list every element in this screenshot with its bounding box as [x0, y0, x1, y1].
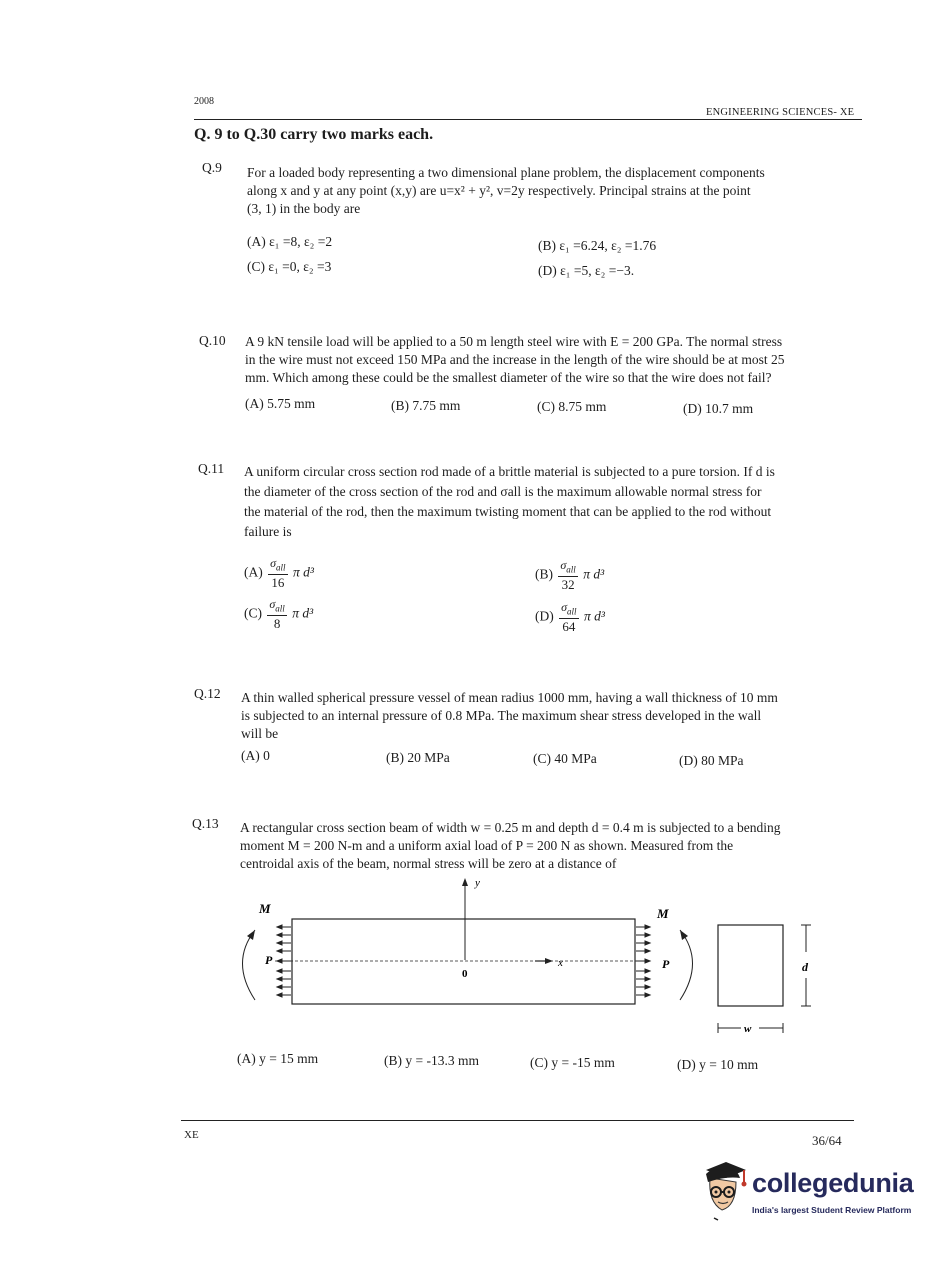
- collegedunia-mascot-icon: [696, 1160, 752, 1224]
- q12-option-b[interactable]: (B) 20 MPa: [386, 750, 450, 765]
- q9-option-c[interactable]: (C) ε₁ =0, ε₂ =3: [247, 259, 332, 274]
- q12-line3: will be: [241, 726, 279, 741]
- header-year: 2008: [194, 96, 214, 107]
- q11-option-c-label: (C): [244, 605, 262, 621]
- q12-option-c[interactable]: (C) 40 MPa: [533, 751, 597, 766]
- q10-option-b[interactable]: (B) 7.75 mm: [391, 398, 461, 413]
- depth-label: d: [802, 960, 808, 974]
- beam-rectangle: [292, 919, 635, 1004]
- q12-text: [241, 689, 847, 743]
- q13-option-c[interactable]: (C) y = -15 mm: [530, 1055, 615, 1070]
- logo-wordmark: collegedunia: [752, 1168, 914, 1198]
- y-axis-arrow: [462, 878, 468, 886]
- q13-option-a[interactable]: (A) y = 15 mm: [237, 1051, 319, 1066]
- q11-option-d[interactable]: [535, 600, 605, 634]
- q10-option-a[interactable]: (A) 5.75 mm: [245, 396, 316, 411]
- q13-line2: moment M = 200 N-m and a uniform axial load of P = 200 N as shown. Measured from the: [240, 838, 734, 853]
- q11-option-b-label: (B): [535, 566, 553, 582]
- q13-line3: centroidal axis of the beam, normal stress will be zero at a distance of: [240, 856, 617, 871]
- q11-number: Q.11: [198, 461, 225, 476]
- q10-option-c[interactable]: (C) 8.75 mm: [537, 399, 607, 414]
- right-moment-arrowhead: [680, 930, 688, 940]
- q10-text: [245, 333, 851, 387]
- q10-option-d[interactable]: (D) 10.7 mm: [683, 401, 754, 416]
- q11-option-a-label: (A): [244, 564, 263, 580]
- q9-line2: along x and y at any point (x,y) are u=x² + y², v=2y respectively. Principal strains at the point: [247, 183, 751, 198]
- footer-code: XE: [184, 1129, 199, 1141]
- q11-line2: the diameter of the cross section of the rod and σall is the maximum allowable normal stress for: [244, 484, 762, 499]
- q9-number: Q.9: [202, 160, 222, 175]
- q9-option-a[interactable]: (A) ε₁ =8, ε₂ =2: [247, 234, 333, 249]
- q13-number: Q.13: [192, 816, 219, 831]
- q13-option-d[interactable]: (D) y = 10 mm: [677, 1057, 759, 1072]
- q12-line1: A thin walled spherical pressure vessel of mean radius 1000 mm, having a wall thickness of 10 mm: [241, 690, 778, 705]
- q10-line2: in the wire must not exceed 150 MPa and the increase in the length of the wire should be at most 25: [245, 352, 785, 367]
- q10-number: Q.10: [199, 333, 226, 348]
- width-label: w: [744, 1023, 752, 1035]
- left-load-label: P: [265, 953, 273, 967]
- q11-option-a-pi-d3: π d³: [292, 564, 314, 580]
- q13-option-b[interactable]: (B) y = -13.3 mm: [384, 1053, 479, 1068]
- q10-line1: A 9 kN tensile load will be applied to a 50 m length steel wire with E = 200 GPa. The normal stress: [245, 334, 783, 349]
- right-axial-load-arrows: [636, 925, 650, 997]
- q10-line3: mm. Which among these could be the smallest diameter of the wire so that the wire does not fail?: [245, 370, 772, 385]
- header-subject: ENGINEERING SCIENCES- XE: [706, 107, 855, 118]
- left-axial-load-arrows: [277, 925, 291, 997]
- origin-label: 0: [462, 968, 468, 980]
- y-axis-label: y: [475, 877, 480, 889]
- q13-text: [240, 819, 846, 873]
- cross-section-rectangle: [718, 925, 783, 1006]
- x-axis-label: x: [558, 957, 563, 969]
- q11-option-b-pi-d3: π d³: [583, 566, 605, 582]
- q13-beam-figure: [225, 872, 825, 1042]
- q12-number: Q.12: [194, 686, 221, 701]
- left-moment-label: M: [259, 901, 271, 916]
- q11-option-b-fraction: $\frac{\sigma_{all}}{32}$: [560, 558, 576, 593]
- footer-rule: [181, 1120, 854, 1121]
- left-moment-arc: [243, 930, 256, 1000]
- q12-option-d[interactable]: (D) 80 MPa: [679, 753, 744, 768]
- q12-option-a[interactable]: (A) 0: [241, 748, 270, 763]
- q11-option-d-label: (D): [535, 608, 554, 624]
- x-axis-arrow: [545, 958, 553, 964]
- q9-option-b[interactable]: (B) ε₁ =6.24, ε₂ =1.76: [538, 238, 657, 253]
- q13-line1: A rectangular cross section beam of width w = 0.25 m and depth d = 0.4 m is subjected to a bending: [240, 820, 781, 835]
- q11-option-c-pi-d3: π d³: [292, 605, 314, 621]
- right-load-label: P: [662, 957, 670, 971]
- header-rule: [194, 119, 862, 120]
- footer-page-number: 36/64: [812, 1133, 842, 1148]
- q11-text: [244, 462, 850, 542]
- q9-text: [247, 164, 853, 218]
- right-moment-label: M: [657, 906, 669, 921]
- q9-line1: For a loaded body representing a two dimensional plane problem, the displacement components: [247, 165, 765, 180]
- q11-option-d-pi-d3: π d³: [583, 608, 605, 624]
- q11-option-d-fraction: $\frac{\sigma_{all}}{64}$: [561, 600, 577, 635]
- q11-line1: A uniform circular cross section rod made of a brittle material is subjected to a pure torsion. If d is: [244, 464, 775, 479]
- q9-option-d[interactable]: (D) ε₁ =5, ε₂ =−3.: [538, 263, 635, 278]
- right-moment-arc: [680, 930, 693, 1000]
- section-title: Q. 9 to Q.30 carry two marks each.: [194, 126, 434, 143]
- q11-option-b[interactable]: [535, 558, 604, 592]
- q11-line4: failure is: [244, 524, 292, 539]
- q11-option-c-fraction: $\frac{\sigma_{all}}{8}$: [269, 597, 285, 632]
- left-moment-arrowhead: [247, 930, 255, 940]
- q11-option-a-fraction: $\frac{\sigma_{all}}{16}$: [270, 556, 286, 591]
- logo-tagline: India's largest Student Review Platform: [752, 1205, 912, 1215]
- q12-line2: is subjected to an internal pressure of 0.8 MPa. The maximum shear stress developed in the wall: [241, 708, 762, 723]
- q11-line3: the material of the rod, then the maximum twisting moment that can be applied to the rod without: [244, 504, 772, 519]
- q11-option-c[interactable]: [244, 597, 313, 631]
- q11-option-a[interactable]: [244, 556, 314, 590]
- q9-line3: (3, 1) in the body are: [247, 201, 361, 216]
